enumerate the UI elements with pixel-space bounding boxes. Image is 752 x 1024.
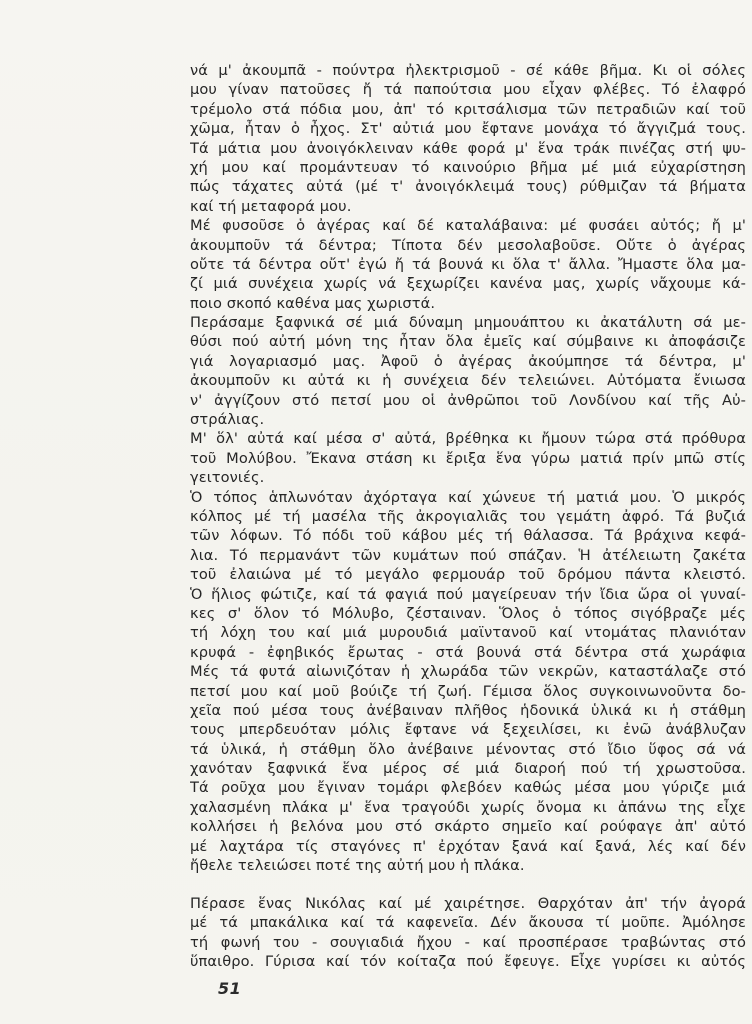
paragraph: [190, 429, 746, 487]
text-line: χανόταν ξαφνικά ἕνα μέρος σέ μιά διαροή πού τή χρωστοῦσα.: [190, 760, 746, 778]
text-line: Μέ φυσοῦσε ὁ ἀγέρας καί δέ καταλάβαινα: μέ φυσάει αὐτός; ἤ μ': [190, 217, 746, 235]
main-text-block: [190, 61, 746, 875]
closing-paragraph-block: [190, 894, 746, 972]
text-line: Τά ροῦχα μου ἔγιναν τομάρι φλεβόεν καθώς μέσα μου γύριζε μιά: [190, 779, 746, 797]
text-line: χή μου καί προμάντευαν τό καινούριο βῆμα μέ μιά εὐχαρίστηση: [190, 158, 746, 176]
text-line: ζί μιά συνέχεια χωρίς νά ξεχωρίζει κανένα μας, χωρίς νἄχουμε κά-: [190, 275, 746, 293]
paragraph: [190, 313, 746, 429]
page-number: 51: [218, 979, 242, 998]
text-line: νά μ' ἀκουμπᾶ - πούντρα ἠλεκτρισμοῦ - σέ κάθε βῆμα. Κι οἱ σόλες: [190, 62, 746, 79]
text-line: Πέρασε ἕνας Νικόλας καί μέ χαιρέτησε. Θαρχόταν ἀπ' τήν ἀγορά: [190, 895, 746, 912]
text-line: τοῦ Μολύβου. Ἔκανα στάση κι ἔριξα ἕνα γύρω ματιά πρίν μπῶ στίς: [190, 449, 746, 467]
text-line: Περάσαμε ξαφνικά σέ μιά δύναμη μημουάπτου κι ἀκατάλυτη σά με-: [190, 314, 746, 332]
text-line: ἀκουμποῦν τά δέντρα; Τίποτα δέν μεσολαβοῦσε. Οὔτε ὁ ἀγέρας: [190, 236, 746, 254]
text-line: κρυφά - ἐφηβικός ἔρωτας - στά βουνά στά δέντρα στά χωράφια: [190, 643, 746, 661]
text-line: κολλήσει ἡ βελόνα μου στό σκάρτο σημεῖο καί ρούφαγε ἀπ' αὐτό: [190, 818, 746, 836]
text-line: ν' ἀγγίζουν στό πετσί μου οἱ ἀνθρῶποι τοῦ Λονδίνου καί τῆς Αὐ-: [190, 391, 746, 409]
text-line: πετσί μου καί μοῦ βούιζε τή ζωή. Γέμισα ὅλος συγκοινωνοῦντα δο-: [190, 682, 746, 700]
text-line: χῶμα, ἦταν ὁ ἦχος. Στ' αὐτιά μου ἔφτανε μονάχα τό ἄγγιζμά τους.: [190, 120, 746, 138]
text-line: ἀκουμποῦν κι αὐτά κι ἡ συνέχεια δέν τελειώνει. Αὐτόματα ἔνιωσα: [190, 372, 746, 390]
text-line: τά ὑλικά, ἡ στάθμη ὅλο ἀνέβαινε μένοντας στό ἴδιο ὕφος σά νά: [190, 740, 746, 758]
text-line: τῶν λόφων. Τό πόδι τοῦ κάβου μές τή θάλασσα. Τά βράχινα κεφά-: [190, 527, 746, 545]
text-line: τοῦ ἐλαιώνα μέ τό μεγάλο φερμουάρ τοῦ δρόμου πάντα κλειστό.: [190, 566, 746, 584]
text-line: τή φωνή του - σουγιαδιά ἤχου - καί προσπέρασε τραβώντας στό: [190, 933, 746, 951]
text-line: τρέμολο στά πόδια μου, ἀπ' τό κριτσάλισμα τῶν πετραδιῶν καί τοῦ: [190, 100, 746, 118]
text-line: χεῖα πού μέσα τους ἀνέβαιναν πλῆθος ἡδονικά ὑλικά κι ἡ στάθμη: [190, 701, 746, 719]
text-line: μέ τά μπακάλικα καί τά καφενεῖα. Δέν ἄκουσα τί μοῦπε. Ἀμόλησε: [190, 914, 746, 932]
paragraph: [190, 61, 746, 216]
text-line: τή λόχη του καί μιά μυρουδιά μαϊντανοῦ καί ντομάτας πλανιόταν: [190, 624, 746, 642]
text-line: στράλιας.: [190, 411, 265, 429]
text-line: Ὁ ἥλιος φώτιζε, καί τά φαγιά πού μαγείρευαν τήν ἴδια ὥρα οἱ γυναί-: [190, 585, 746, 603]
text-line: ὕπαιθρο. Γύρισα καί τόν κοίταζα πού ἔφευγε. Εἶχε γυρίσει κι αὐτός: [190, 953, 746, 971]
text-line: μέ λαχτάρα τίς σταγόνες π' ἐρχόταν ξανά καί ξανά, λές καί δέν: [190, 837, 746, 855]
text-line: τους μπερδευόταν μόλις ἔφτανε νά ξεχειλίσει, κι ἐνῶ ἀνάβλυζαν: [190, 721, 746, 739]
text-line: Τά μάτια μου ἀνοιγόκλειναν κάθε φορά μ' ἕνα τράκ πινέζας στή ψυ-: [190, 139, 746, 157]
text-line: οὔτε τά δέντρα οὔτ' ἐγώ ἤ τά βουνά κι ὅλα τ' ἄλλα. Ἤμαστε ὅλα μα-: [190, 255, 746, 273]
text-line: Μές τά φυτά αἰωνιζόταν ἡ χλωράδα τῶν νεκρῶν, καταστάλαζε στό: [190, 663, 746, 681]
text-line: Ὁ τόπος ἁπλωνόταν ἀχόρταγα καί χώνευε τή ματιά μου. Ὁ μικρός: [190, 488, 746, 506]
text-line: ποιο σκοπό καθένα μας χωριστά.: [190, 294, 436, 312]
text-line: πώς τάχατες αὐτά (μέ τ' ἀνοιγόκλειμά τους) ρύθμιζαν τά βήματα: [190, 178, 746, 196]
text-line: θύσι πού αὐτή μόνη της ἦταν ὅλα ἐμεῖς καί σύμβαινε κι ἀποφάσιζε: [190, 333, 746, 351]
paragraph: [190, 894, 746, 972]
text-line: γειτονιές.: [190, 469, 265, 487]
paragraph: [190, 216, 746, 313]
text-line: Μ' ὅλ' αὐτά καί μέσα σ' αὐτά, βρέθηκα κι ἤμουν τώρα στά πρόθυρα: [190, 430, 746, 448]
text-line: καί τή μεταφορά μου.: [190, 197, 352, 215]
text-line: λια. Τό περμανάντ τῶν κυμάτων πού σπάζαν. Ἡ ἀτέλειωτη ζακέτα: [190, 546, 746, 564]
text-line: κόλπος μέ τή μασέλα τῆς ἀκρογιαλιᾶς του γεμάτη ἀφρό. Τά βυζιά: [190, 507, 746, 525]
paragraph: [190, 488, 746, 876]
text-line: ἤθελε τελειώσει ποτέ της αὐτή μου ἡ πλάκα.: [190, 857, 525, 875]
text-line: κες σ' ὅλον τό Μόλυβο, ζέσταιναν. Ὅλος ὁ τόπος σιγόβραζε μές: [190, 604, 746, 622]
text-line: μου γίναν πατοῦσες ἤ τά παπούτσια μου εἶχαν φλέβες. Τό ἐλαφρό: [190, 81, 746, 99]
text-line: χαλασμένη πλάκα μ' ἕνα τραγούδι χωρίς ὄνομα κι ἀπάνω της εἶχε: [190, 798, 746, 816]
text-line: γιά λογαριασμό μας. Ἀφοῦ ὁ ἀγέρας ἀκούμπησε τά δέντρα, μ': [190, 352, 746, 370]
